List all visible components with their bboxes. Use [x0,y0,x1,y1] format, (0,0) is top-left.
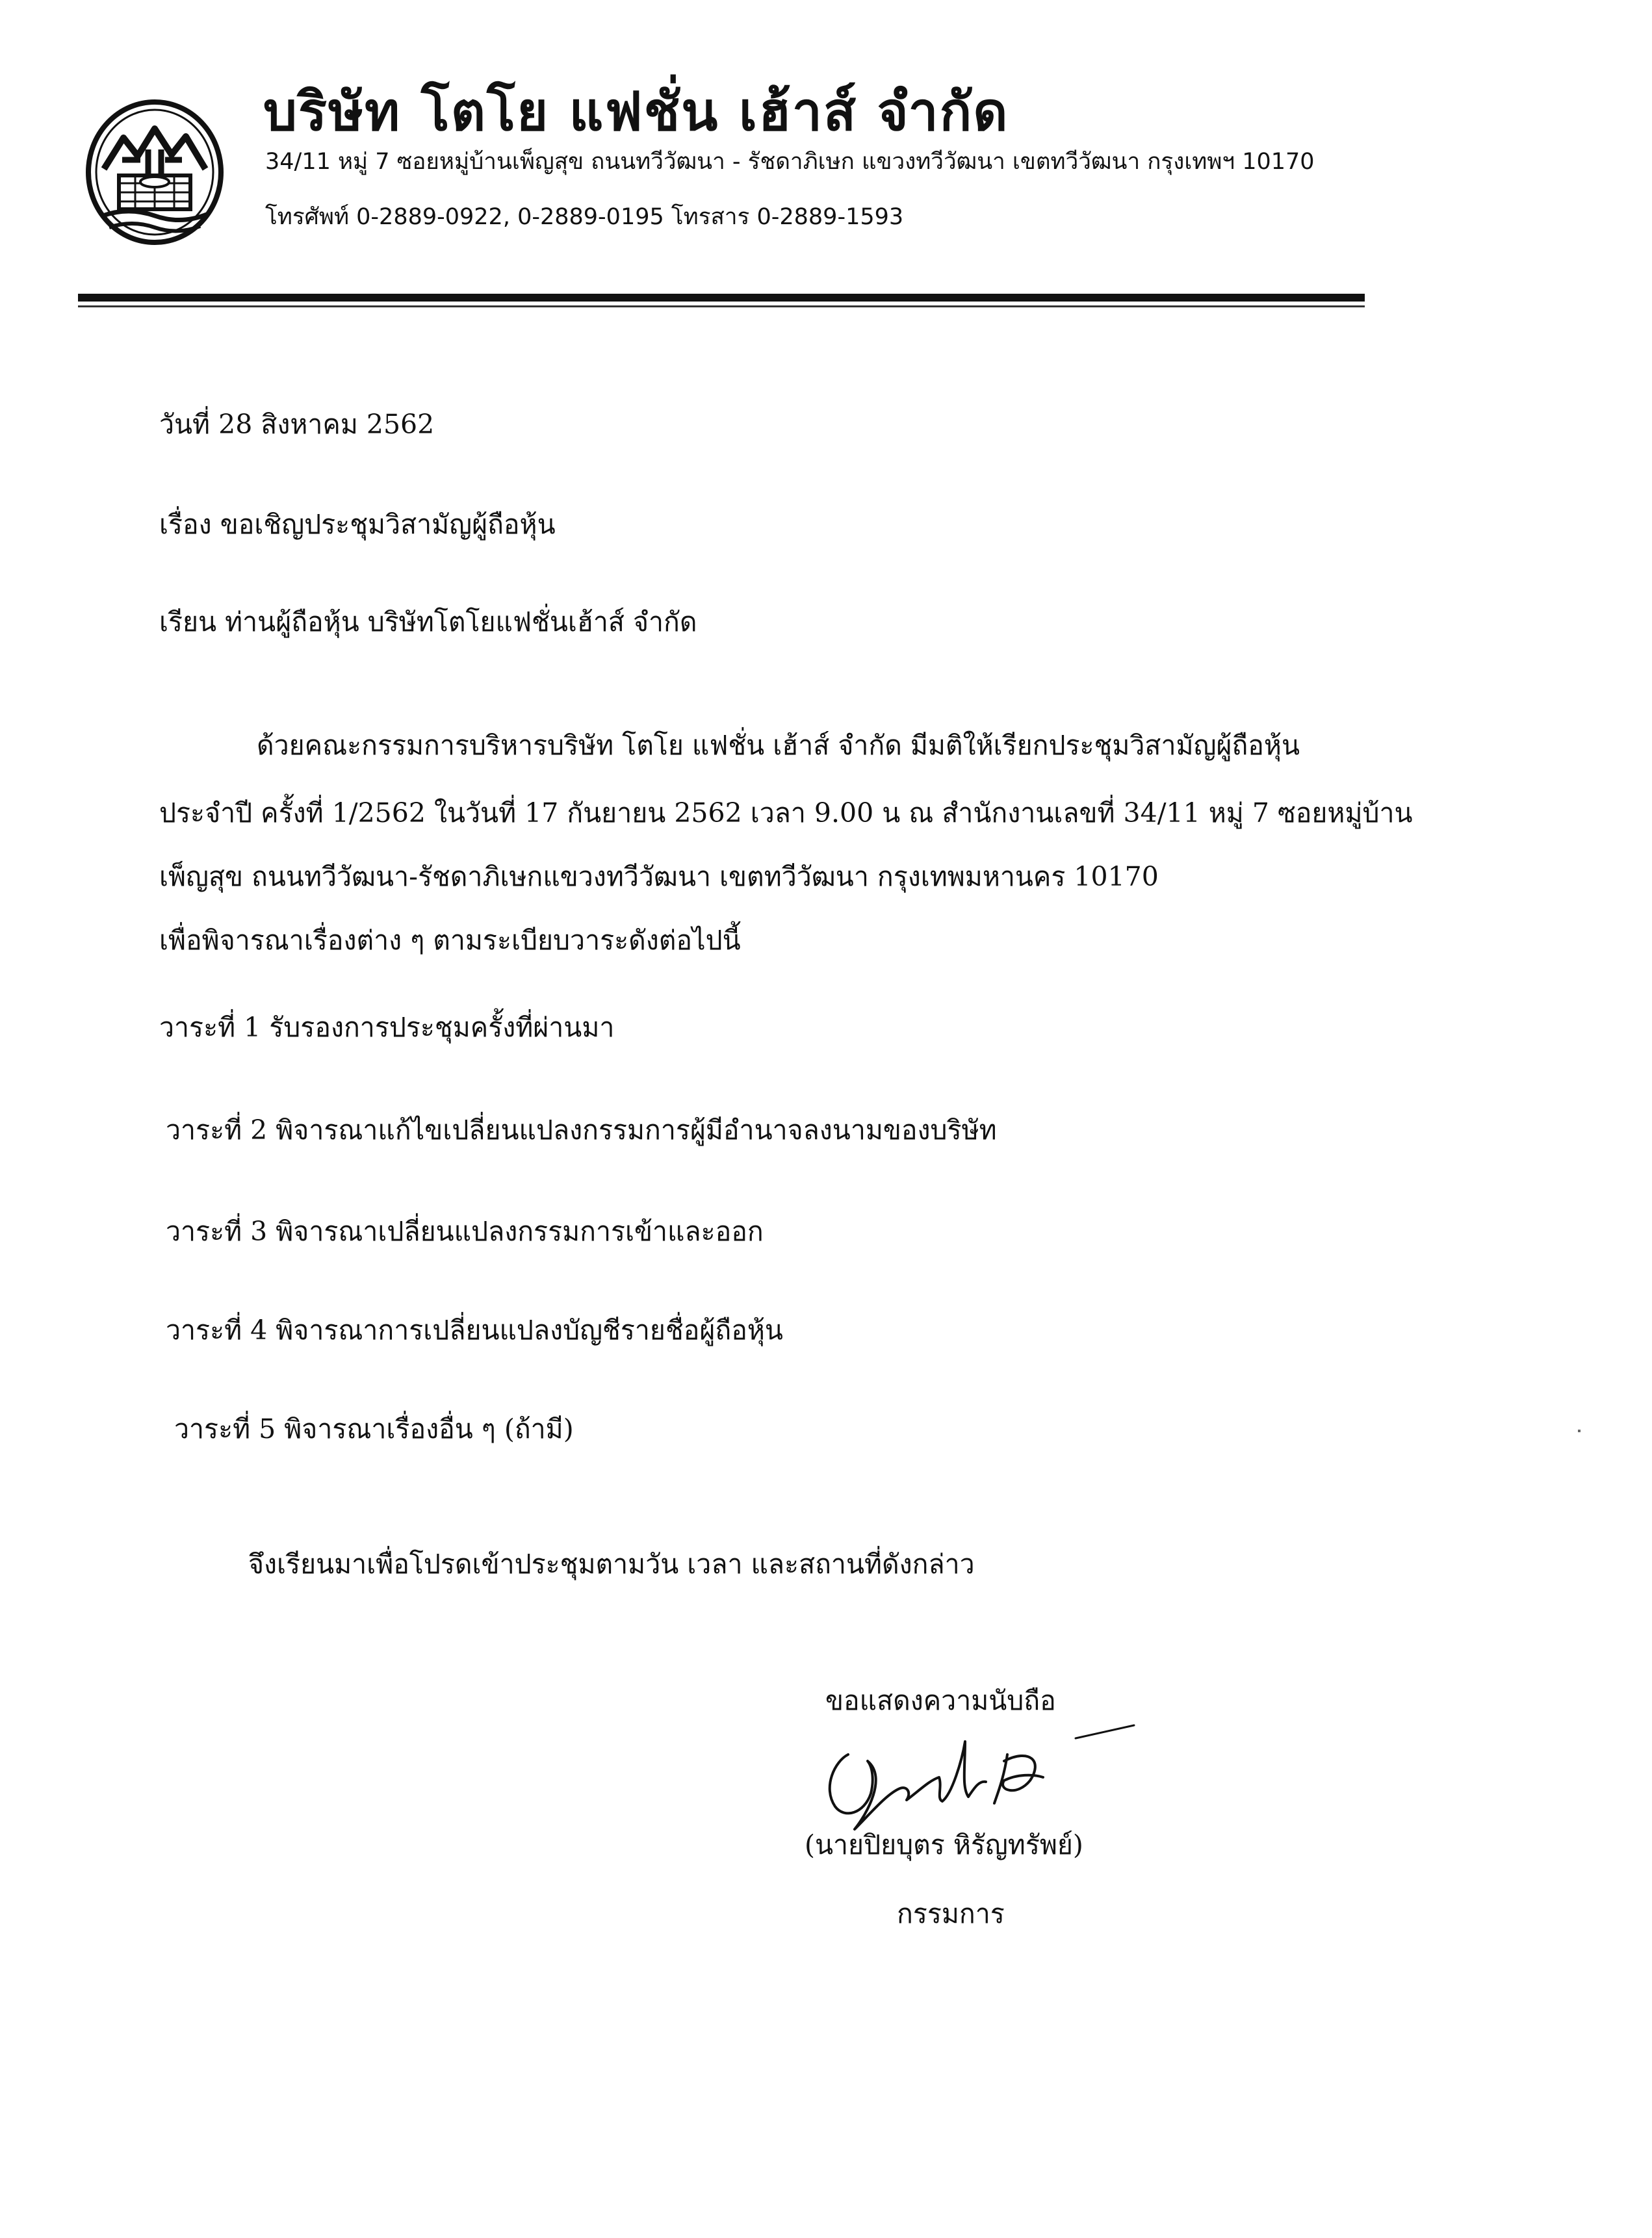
signature [809,1716,1147,1839]
company-name: บริษัท โตโย แฟชั่น เฮ้าส์ จำกัด [263,81,1009,143]
agenda-item: วาระที่ 1 รับรองการประชุมครั้งที่ผ่านมา [159,1012,615,1043]
header-divider-thin [78,305,1365,307]
signer-title: กรรมการ [897,1898,1005,1929]
company-contact: โทรศัพท์ 0-2889-0922, 0-2889-0195 โทรสาร 0-2889-1593 [265,204,904,230]
signer-name: (นายปิยบุตร หิรัญทรัพย์) [805,1829,1083,1860]
closing-line: จึงเรียนมาเพื่อโปรดเข้าประชุมตามวัน เวลา และสถานที่ดังกล่าว [248,1549,975,1580]
agenda-item: วาระที่ 5 พิจารณาเรื่องอื่น ๆ (ถ้ามี) [174,1413,574,1445]
body-line: เพื่อพิจารณาเรื่องต่าง ๆ ตามระเบียบวาระดังต่อไปนี้ [159,925,741,956]
letter-subject: เรื่อง ขอเชิญประชุมวิสามัญผู้ถือหุ้น [159,509,556,540]
body-line: ด้วยคณะกรรมการบริหารบริษัท โตโย แฟชั่น เฮ้าส์ จำกัด มีมติให้เรียกประชุมวิสามัญผู้ถือหุ้น [257,730,1300,761]
agenda-item: วาระที่ 4 พิจารณาการเปลี่ยนแปลงบัญชีรายชื่อผู้ถือหุ้น [166,1315,783,1346]
letter-recipient: เรียน ท่านผู้ถือหุ้น บริษัทโตโยแฟชั่นเฮ้าส์ จำกัด [159,606,697,637]
scan-speck [1578,1430,1581,1432]
agenda-item: วาระที่ 3 พิจารณาเปลี่ยนแปลงกรรมการเข้าและออก [166,1216,764,1247]
body-line: เพ็ญสุข ถนนทวีวัฒนา-รัชดาภิเษกแขวงทวีวัฒนา เขตทวีวัฒนา กรุงเทพมหานคร 10170 [159,861,1159,892]
regards: ขอแสดงความนับถือ [825,1685,1056,1716]
company-logo [83,97,226,247]
letter-date: วันที่ 28 สิงหาคม 2562 [159,409,435,440]
company-address: 34/11 หมู่ 7 ซอยหมู่บ้านเพ็ญสุข ถนนทวีวัฒนา - รัชดาภิเษก แขวงทวีวัฒนา เขตทวีวัฒนา กรุงเทพฯ 10170 [265,149,1315,175]
body-line: ประจำปี ครั้งที่ 1/2562 ในวันที่ 17 กันยายน 2562 เวลา 9.00 น ณ สำนักงานเลขที่ 34/11 หมู่ 7 ซอยหมู่บ้าน [159,797,1413,829]
header-divider [78,294,1365,302]
agenda-item: วาระที่ 2 พิจารณาแก้ไขเปลี่ยนแปลงกรรมการผู้มีอำนาจลงนามของบริษัท [166,1114,997,1146]
